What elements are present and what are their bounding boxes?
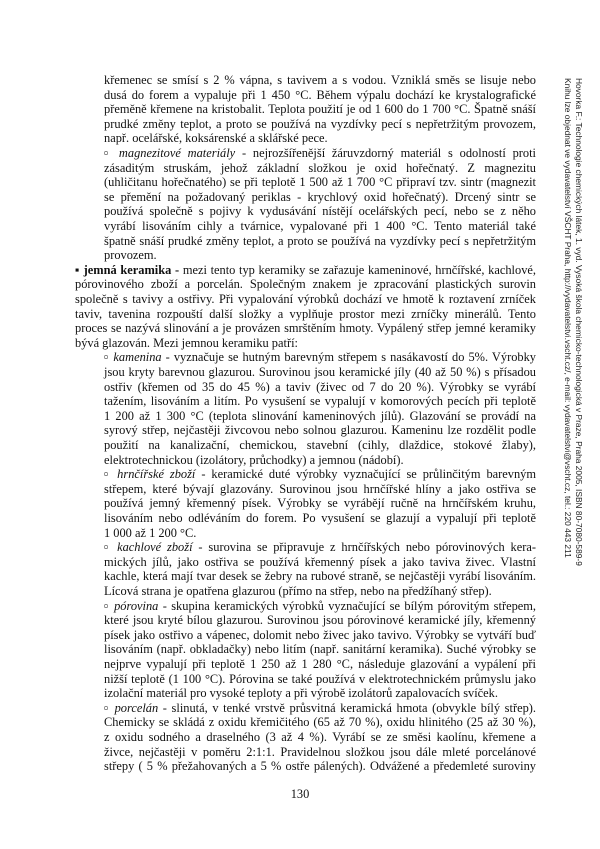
- text-line: Chemicky se skládá z oxidu křemičitého (65 až 70 %), oxidu hlinitého (25 až 30 %),: [104, 715, 536, 730]
- text-line: kachle, která mají tvar desek se žebry na rubové straně, se nejčastěji vyrábí lisováním.: [104, 569, 536, 584]
- text-line: 1 200 až 1 300 °C (teplota slinování kameninových jílů). Glazování se provádí na: [104, 408, 536, 423]
- term: hrnčířské zboží: [117, 467, 196, 482]
- term: kamenina: [113, 350, 162, 365]
- term-description: - vyznačuje se hutným barevným střepem s nasákavostí do 5%. Výrobky: [161, 350, 536, 365]
- text-line: které jsou kryté bílou glazurou. Surovinou jsou pórovinové keramické jíly, křemenný: [104, 613, 536, 628]
- term-description: mezi tento typ keramiky se zařazuje kameninové, hrnčířské, kachlové,: [179, 262, 536, 277]
- text-line: střepy ( 5 % přežahovaných a 5 % ostře pálených). Odvážené a předemleté suroviny: [104, 759, 536, 774]
- text-line: přeměně křemene na kristobalit. Teplota použití je od 1 600 do 1 700 °C. Špatně snáší: [104, 102, 536, 117]
- list-item-magnezitove-materialy: [104, 146, 536, 161]
- text-line: špatně snáší prudké změny teplot, a proto se používá na vyzdívky pecí s nepřetržitým: [104, 233, 536, 248]
- list-item-porovina: [104, 599, 536, 614]
- text-line: z oxidu sodného a draselného (3 až 4 %). Vyrábí se ze směsi kaolínu, křemene a: [104, 730, 536, 744]
- page-number: 130: [290, 787, 310, 801]
- text-line: např. ocelářské, koksárenské a sklářské pece.: [104, 131, 328, 146]
- text-line: prudké změny teplot, a proto se používá na vyzdívky pecí s nepřetržitým provozem,: [104, 116, 536, 131]
- text-line: izolační materiál pro vysoké teploty a při výrobě izolátorů zapalovacích svíček.: [104, 686, 498, 701]
- term: kachlové zboží: [117, 540, 193, 555]
- term-description: - keramické duté výrobky vyznačující se průlinčitým barevným: [195, 467, 536, 482]
- list-item-kachlove-zbozi: [104, 540, 536, 555]
- text-line: proces se nazývá slinování a je provázen smrštěním hmoty. Vypálený střep jemné keramiky: [75, 321, 536, 336]
- text-line: taviv, tavenina rozpouští další složky a vyplňuje prostor mezi zrníčky minerálů. Tento: [75, 306, 536, 321]
- term-description: - slinutá, v tenké vrstvě průsvitná keramická hmota (obvykle bílý střep).: [158, 700, 536, 715]
- text-line: používá společně s pojivy k vydusávání nístějí ocelářských pecí, nebo se z něho: [104, 204, 536, 219]
- text-line: písek jako ostřivo a vápenec, dolomit nebo živec jako tavivo. Výrobky se vytváří buď: [104, 627, 536, 642]
- text-line: pórovinového zboží a porcelán. Společným znakem je zpracování plastických surovin: [75, 277, 536, 292]
- hollow-square-bullet-icon: ▫: [104, 350, 110, 365]
- term: magnezitové materiály: [118, 146, 236, 160]
- text-line: lisováním (např. obkladačky) nebo litím (např. sanitární keramika). Suché výrobky se: [104, 642, 536, 657]
- hollow-square-bullet-icon: ▫: [104, 540, 112, 555]
- text-line: (uhličitanu hořečnatého) se při teplotě 1 500 až 1 700 °C připraví tzv. sintr (magnezit: [104, 175, 536, 190]
- hollow-square-bullet-icon: ▫: [104, 598, 110, 613]
- hollow-square-bullet-icon: ▫: [104, 467, 112, 482]
- text-line: použití na kanalizační, chemickou, stavební (cihly, dlaždice, stokové žlaby),: [104, 438, 536, 452]
- list-item-kamenina: [104, 350, 536, 365]
- list-item-jemna-keramika: [75, 263, 536, 278]
- text-line: bývá glazován. Mezi jemnou keramiku patří:: [75, 335, 298, 350]
- text-line: zásaditým struskám, jehož základní složkou je oxid hořečnatý. Z magnezitu: [104, 160, 536, 175]
- hollow-square-bullet-icon: ▫: [104, 700, 110, 715]
- text-line: střepem, které bývají glazovány. Surovinou jsou hrnčířské hlíny a jako ostřiva se: [104, 481, 536, 496]
- text-line: společně s tavivy a ostřivy. Při vypalování výrobků dochází ve hmotě k roztavení zrníček: [75, 292, 536, 306]
- list-item-hrncirske-zbozi: [104, 467, 536, 482]
- citation-line: Hovorka F.: Technologie chemických látek, 1. vyd. Vysoká škola chemicko-technologická v Praze, Praha 2005, ISBN 80-7080-589-9: [574, 78, 584, 566]
- text-line: dusá do forem a vypaluje při 1 450 °C. Během výpalu dochází ke krystalografické: [104, 87, 536, 102]
- hollow-square-bullet-icon: ▫: [104, 146, 113, 160]
- text-line: nižší teplotě (1 100 °C). Pórovina se také používá v elektrotechnickém průmyslu jako: [104, 671, 536, 686]
- text-line: křemenec se smísí s 2 % vápna, s tavivem a s vodou. Vzniklá směs se lisuje nebo: [104, 73, 536, 87]
- text-line: lisováním nebo odléváním do forem. Po vysušení se glazují a vypalují při teplotě: [104, 511, 536, 525]
- term-description: - nejrozšířenější žáruvzdorný materiál s odolností proti: [235, 146, 536, 160]
- text-line: Lícová strana je opatřena glazurou (přímo na střep, nebo na předžíhaný střep).: [104, 584, 492, 598]
- side-citation-note: [562, 78, 584, 638]
- ordering-info-line: Knihu lze objednat ve vydavatelství VŠCHT Praha, http://vydavatelstvi.vscht.cz/, e-mail: vydavatelstvi@vscht.cz, tel.: 220 443 211: [563, 78, 573, 558]
- list-item-porcelan: [104, 701, 536, 716]
- text-line: se přemění na požadovaný periklas - krychlový oxid hořečnatý). Drcený sintr se: [104, 189, 536, 204]
- text-line: jsou kryty barevnou glazurou. Surovinou jsou keramické jíly (40 až 50 %) s přísadou: [104, 365, 536, 379]
- section-term: jemná keramika -: [83, 262, 180, 277]
- text-line: mických jílů, jako ostřiva se používá křemenný písek a jako taviva živec. Vlastní: [104, 554, 536, 569]
- text-line: vyrábí lisováním cihly a tvárnice, vypalované při 1 400 °C. Tento materiál také: [104, 219, 536, 233]
- filled-square-bullet-icon: ▪: [75, 262, 80, 277]
- text-line: živce, nejčastěji v poměru 2:1:1. Pravidelnou složkou jsou dále mleté porcelánové: [104, 744, 536, 759]
- text-line: 1 000 až 1 200 °C.: [104, 525, 197, 540]
- text-line: elektrotechnickou (izolátory, průchodky) a jemnou (nádobí).: [104, 452, 404, 467]
- text-line: používá jemný křemenný písek. Výrobky se vyrábějí ručně na hrnčířském kruhu,: [104, 496, 536, 511]
- text-line: provozem.: [104, 248, 157, 263]
- text-line: tažením, lisováním a litím. Po vysušení se vypalují v komorových pecích při teplotě: [104, 394, 536, 409]
- term: porcelán: [114, 700, 159, 715]
- text-line: ostřiv (křemen od 35 do 45 %) a taviv (živec od 7 do 20 %). Výrobky se vyrábí: [104, 379, 536, 394]
- term-description: - skupina keramických výrobků vyznačující se bílým pórovitým střepem,: [158, 598, 537, 613]
- text-line: syrový střep, nejčastěji živcovou nebo solnou glazurou. Kameninu lze rozdělit podle: [104, 423, 536, 438]
- term-description: - surovina se připravuje z hrnčířských nebo pórovinových kera-: [192, 540, 536, 555]
- text-line: nejprve vypalují při teplotě 1 250 až 1 280 °C, následuje glazování a vypálení při: [104, 657, 536, 671]
- term: pórovina: [114, 598, 159, 613]
